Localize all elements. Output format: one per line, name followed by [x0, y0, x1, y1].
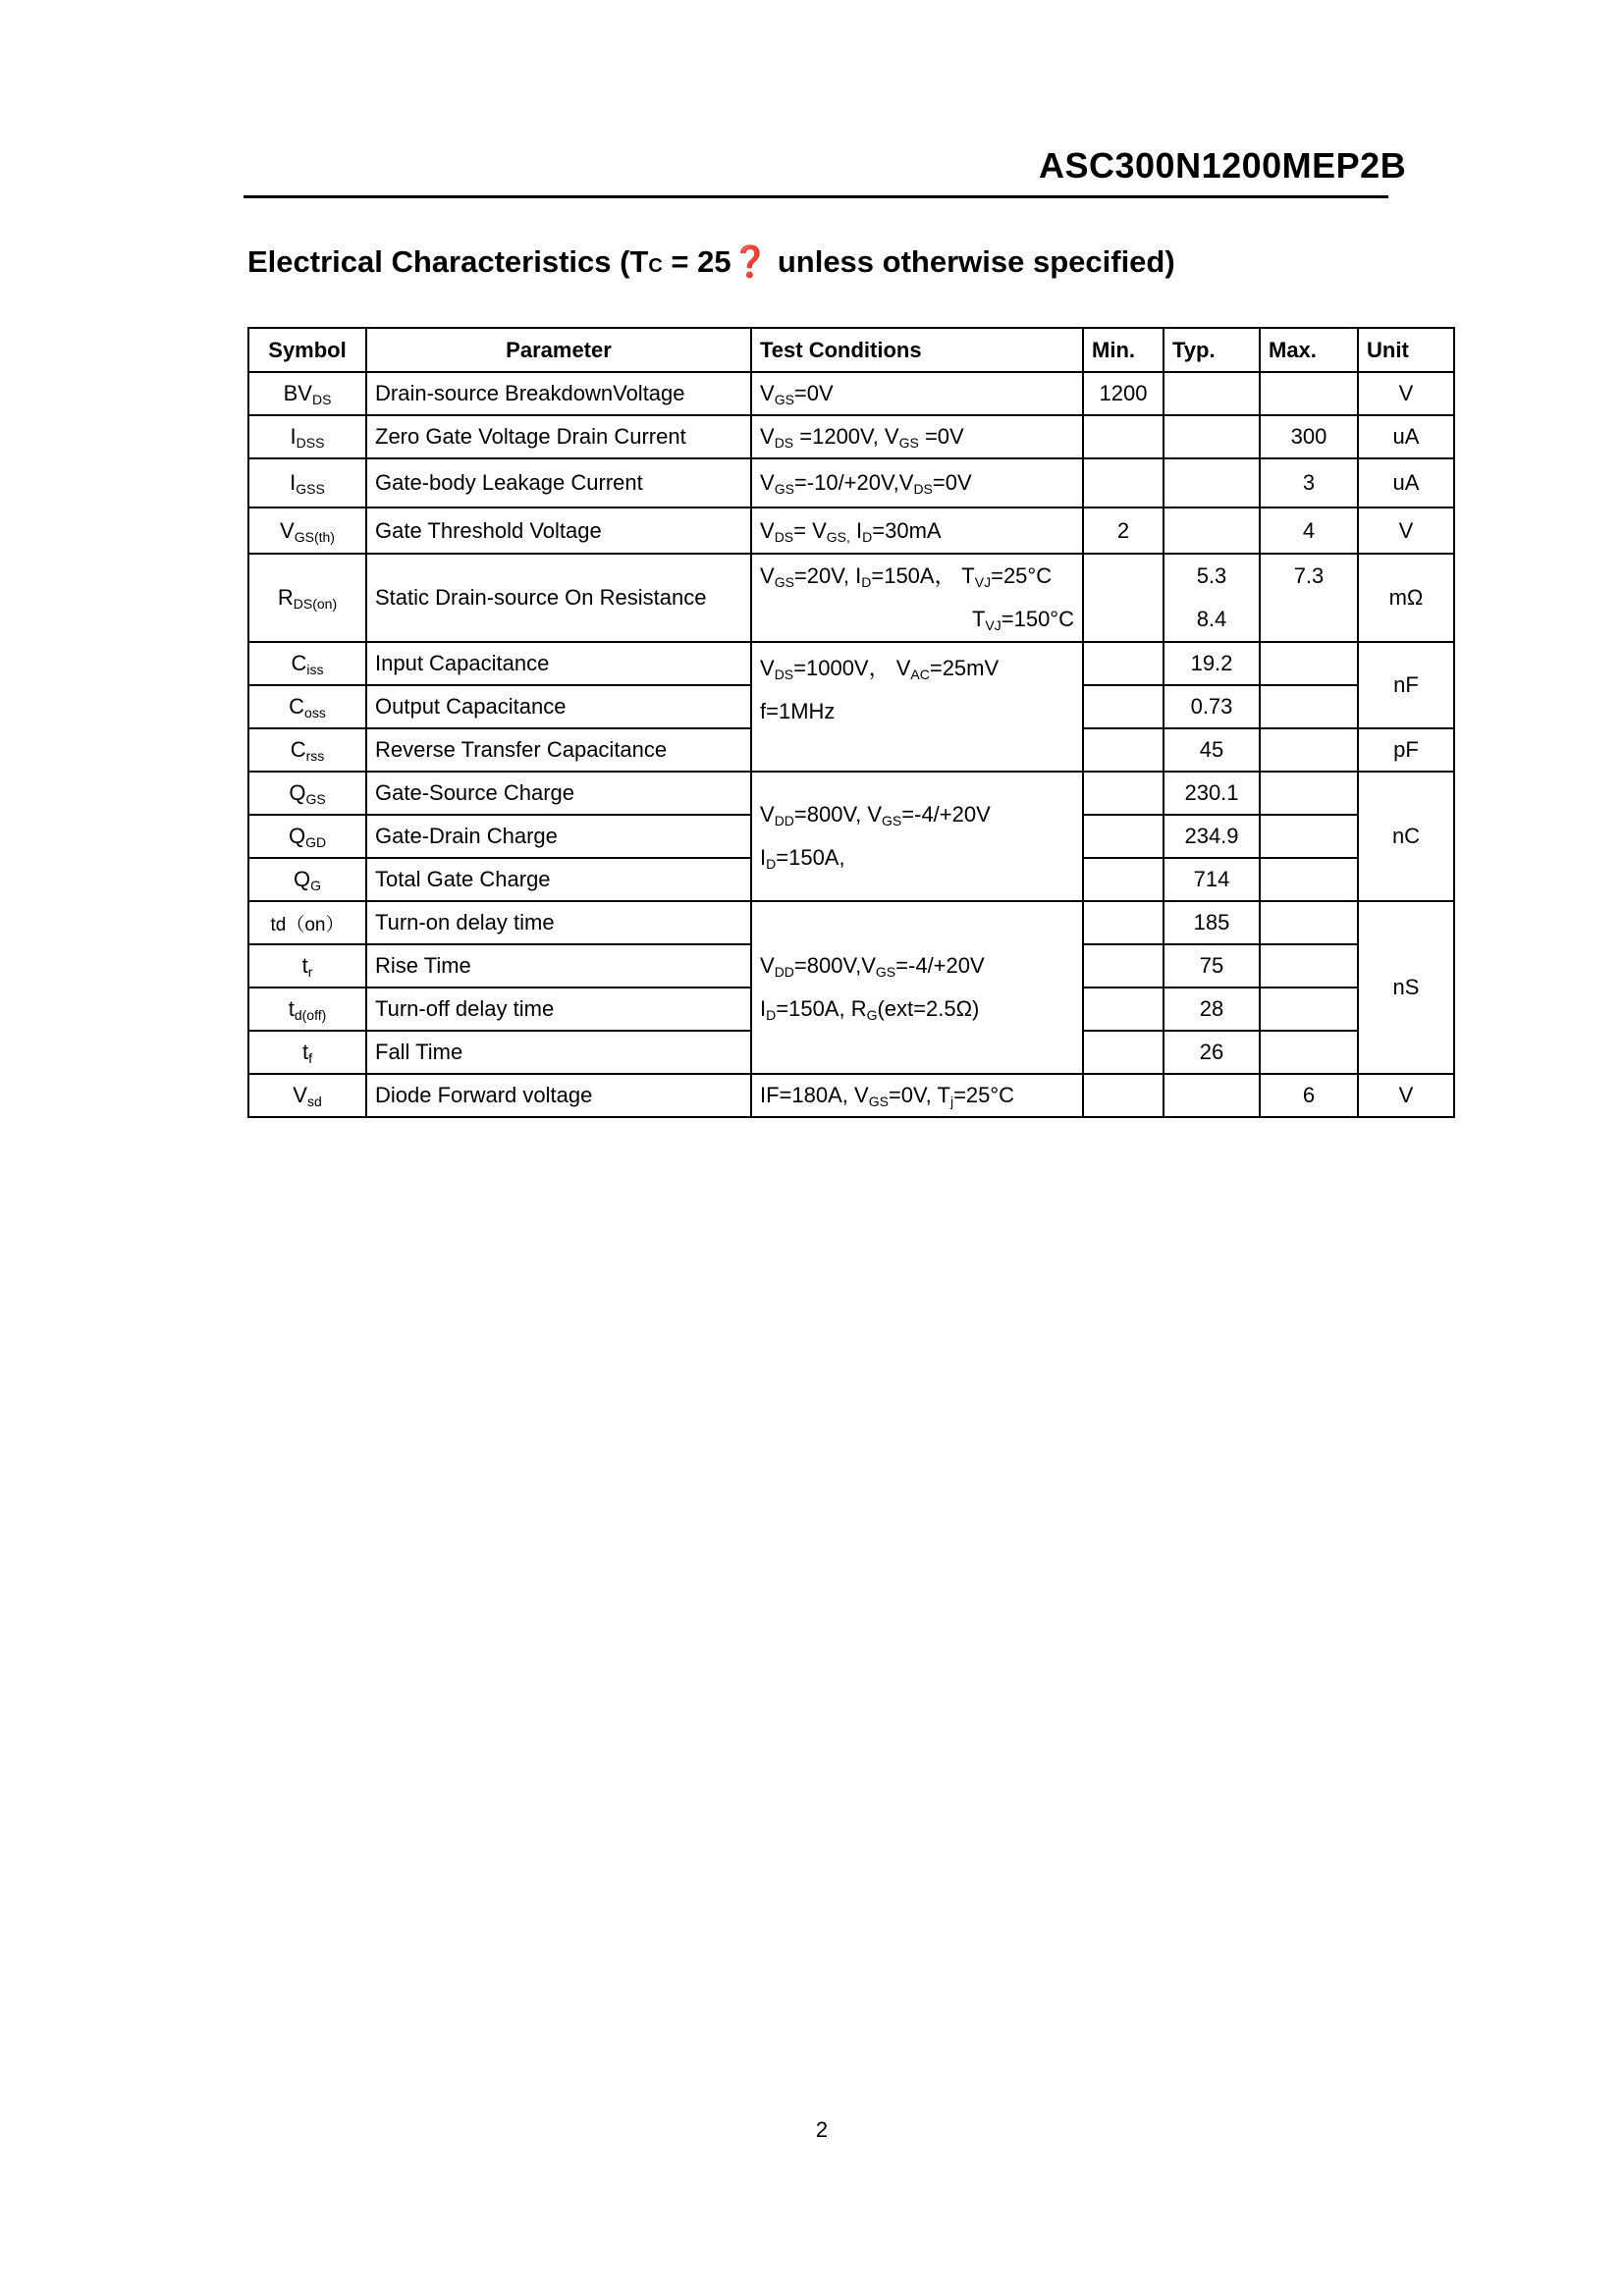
table-row [248, 415, 1454, 458]
table-header-row [248, 328, 1454, 372]
parameter-cell: Fall Time [366, 1031, 751, 1074]
max-cell [1260, 685, 1358, 728]
typ-cell: 185 [1164, 901, 1260, 944]
typ-cell [1164, 507, 1260, 554]
page-number: 2 [815, 2117, 829, 2142]
typ-cell [1164, 1074, 1260, 1117]
condition-cell: IF=180A, $V_{GS}=0V$, $T_j=25^\circ C$ [751, 1074, 1083, 1117]
max-cell [1260, 772, 1358, 815]
min-cell: 2 [1083, 507, 1164, 554]
charge-condition-line-1: $V_{DD}=800V$, $V_{GS}=-4/+20V$ [760, 802, 991, 828]
max-cell [1260, 858, 1358, 901]
symbol-cell: $I_{GSS}$ [248, 458, 366, 507]
charge-condition-line-2: $I_D=150A$, [760, 845, 845, 872]
symbol-cell: $t_r$ [248, 944, 366, 988]
parameter-cell: Input Capacitance [366, 642, 751, 685]
typ-cell [1164, 554, 1260, 642]
min-cell [1083, 1074, 1164, 1117]
condition-cell [751, 772, 1083, 901]
max-cell: 4 [1260, 507, 1358, 554]
switch-condition-line-1: $V_{DD}=800V,V_{GS}=-4/+20V$ [760, 953, 985, 980]
table-row [248, 372, 1454, 415]
max-cell [1260, 944, 1358, 988]
min-cell [1083, 458, 1164, 507]
min-cell [1083, 642, 1164, 685]
min-cell [1083, 554, 1164, 642]
min-cell [1083, 815, 1164, 858]
col-min: Min. [1083, 328, 1164, 372]
electrical-characteristics-table [247, 327, 1455, 1118]
min-cell [1083, 901, 1164, 944]
unit-cell: V [1358, 507, 1454, 554]
min-cell [1083, 944, 1164, 988]
symbol-cell: $I_{DSS}$ [248, 415, 366, 458]
min-cell [1083, 728, 1164, 772]
condition-cell [751, 554, 1083, 642]
section-title-suffix: = 25❓ unless otherwise specified) [662, 244, 1175, 279]
section-title [247, 243, 1327, 280]
unit-cell: uA [1358, 415, 1454, 458]
max-cell [1260, 815, 1358, 858]
max-cell [1260, 728, 1358, 772]
min-cell: 1200 [1083, 372, 1164, 415]
typ-value-150c: 8.4 [1196, 607, 1227, 631]
table-row [248, 554, 1454, 642]
parameter-cell: Zero Gate Voltage Drain Current [366, 415, 751, 458]
min-cell [1083, 988, 1164, 1031]
symbol-cell: $t_{d(off)}$ [248, 988, 366, 1031]
unit-cell: nC [1358, 772, 1454, 901]
cap-condition-line-1: $V_{DS}=1000V$， $V_{AC}=25mV$ [760, 656, 1000, 682]
symbol-cell: $C_{oss}$ [248, 685, 366, 728]
rds-condition-line-1: $V_{GS}=20V$, $I_D=150A$， $T_{VJ}=25^\circ C$ [760, 563, 1053, 590]
min-cell [1083, 415, 1164, 458]
table-row [248, 458, 1454, 507]
parameter-cell: Reverse Transfer Capacitance [366, 728, 751, 772]
parameter-cell: Total Gate Charge [366, 858, 751, 901]
typ-cell [1164, 458, 1260, 507]
max-cell: 300 [1260, 415, 1358, 458]
max-cell [1260, 901, 1358, 944]
symbol-cell: $t_f$ [248, 1031, 366, 1074]
symbol-cell: $Q_{GD}$ [248, 815, 366, 858]
condition-cell: $V_{DS}= V_{GS,}$ $I_D=30mA$ [751, 507, 1083, 554]
unit-cell: pF [1358, 728, 1454, 772]
symbol-cell: td（on） [248, 901, 366, 944]
typ-cell: 45 [1164, 728, 1260, 772]
col-symbol: Symbol [248, 328, 366, 372]
typ-cell: 234.9 [1164, 815, 1260, 858]
parameter-cell: Gate-body Leakage Current [366, 458, 751, 507]
unit-cell: V [1358, 1074, 1454, 1117]
cap-condition-line-2: f=1MHz [760, 699, 836, 723]
condition-cell [751, 901, 1083, 1074]
symbol-cell: $C_{iss}$ [248, 642, 366, 685]
header-rule [244, 195, 1388, 198]
typ-cell [1164, 415, 1260, 458]
parameter-cell: Gate-Source Charge [366, 772, 751, 815]
typ-cell: 0.73 [1164, 685, 1260, 728]
max-cell [1260, 988, 1358, 1031]
min-cell [1083, 685, 1164, 728]
rds-condition-line-2: $T_{VJ}=150^\circ C$ [971, 607, 1074, 633]
symbol-cell: $V_{GS(th)}$ [248, 507, 366, 554]
table-row [248, 772, 1454, 815]
condition-cell [751, 642, 1083, 772]
parameter-cell: Gate-Drain Charge [366, 815, 751, 858]
parameter-cell: Diode Forward voltage [366, 1074, 751, 1117]
symbol-cell: $C_{rss}$ [248, 728, 366, 772]
unit-cell: mΩ [1358, 554, 1454, 642]
col-test-conditions: Test Conditions [751, 328, 1083, 372]
typ-cell: 714 [1164, 858, 1260, 901]
parameter-cell: Gate Threshold Voltage [366, 507, 751, 554]
unit-cell: uA [1358, 458, 1454, 507]
parameter-cell: Turn-on delay time [366, 901, 751, 944]
parameter-cell: Turn-off delay time [366, 988, 751, 1031]
unit-cell: nF [1358, 642, 1454, 728]
switch-condition-line-2: $I_D=150A$, $R_G(ext=2.5\Omega)$ [760, 996, 980, 1023]
typ-cell: 28 [1164, 988, 1260, 1031]
col-parameter: Parameter [366, 328, 751, 372]
col-unit: Unit [1358, 328, 1454, 372]
parameter-cell: Drain-source BreakdownVoltage [366, 372, 751, 415]
max-cell [1260, 372, 1358, 415]
max-cell: 6 [1260, 1074, 1358, 1117]
typ-cell: 26 [1164, 1031, 1260, 1074]
min-cell [1083, 772, 1164, 815]
condition-cell: $V_{GS}=-10/+20V,V_{DS}=0V$ [751, 458, 1083, 507]
symbol-cell: $Q_G$ [248, 858, 366, 901]
condition-cell: $V_{GS}=0V$ [751, 372, 1083, 415]
max-cell [1260, 554, 1358, 642]
unit-cell: nS [1358, 901, 1454, 1074]
max-cell [1260, 1031, 1358, 1074]
symbol-cell: $V_{sd}$ [248, 1074, 366, 1117]
typ-cell: 75 [1164, 944, 1260, 988]
typ-cell: 19.2 [1164, 642, 1260, 685]
min-cell [1083, 858, 1164, 901]
part-number: ASC300N1200MEP2B [1039, 145, 1407, 186]
table-row [248, 1074, 1454, 1117]
condition-cell: $V_{DS} =1200V$, $V_{GS} =0V$ [751, 415, 1083, 458]
unit-cell: V [1358, 372, 1454, 415]
table-row [248, 507, 1454, 554]
parameter-cell: Static Drain-source On Resistance [366, 554, 751, 642]
col-typ: Typ. [1164, 328, 1260, 372]
max-cell [1260, 642, 1358, 685]
parameter-cell: Output Capacitance [366, 685, 751, 728]
max-value-25c: 7.3 [1293, 563, 1325, 588]
parameter-cell: Rise Time [366, 944, 751, 988]
table-row [248, 901, 1454, 944]
table-row [248, 642, 1454, 685]
symbol-cell: $Q_{GS}$ [248, 772, 366, 815]
typ-value-25c: 5.3 [1196, 563, 1227, 588]
max-cell: 3 [1260, 458, 1358, 507]
col-max: Max. [1260, 328, 1358, 372]
symbol-cell: $R_{DS(on)}$ [248, 554, 366, 642]
typ-cell: 230.1 [1164, 772, 1260, 815]
section-title-prefix: Electrical Characteristics (T [247, 244, 649, 279]
typ-cell [1164, 372, 1260, 415]
section-title-sub: C [648, 255, 663, 277]
symbol-cell: $BV_{DS}$ [248, 372, 366, 415]
min-cell [1083, 1031, 1164, 1074]
